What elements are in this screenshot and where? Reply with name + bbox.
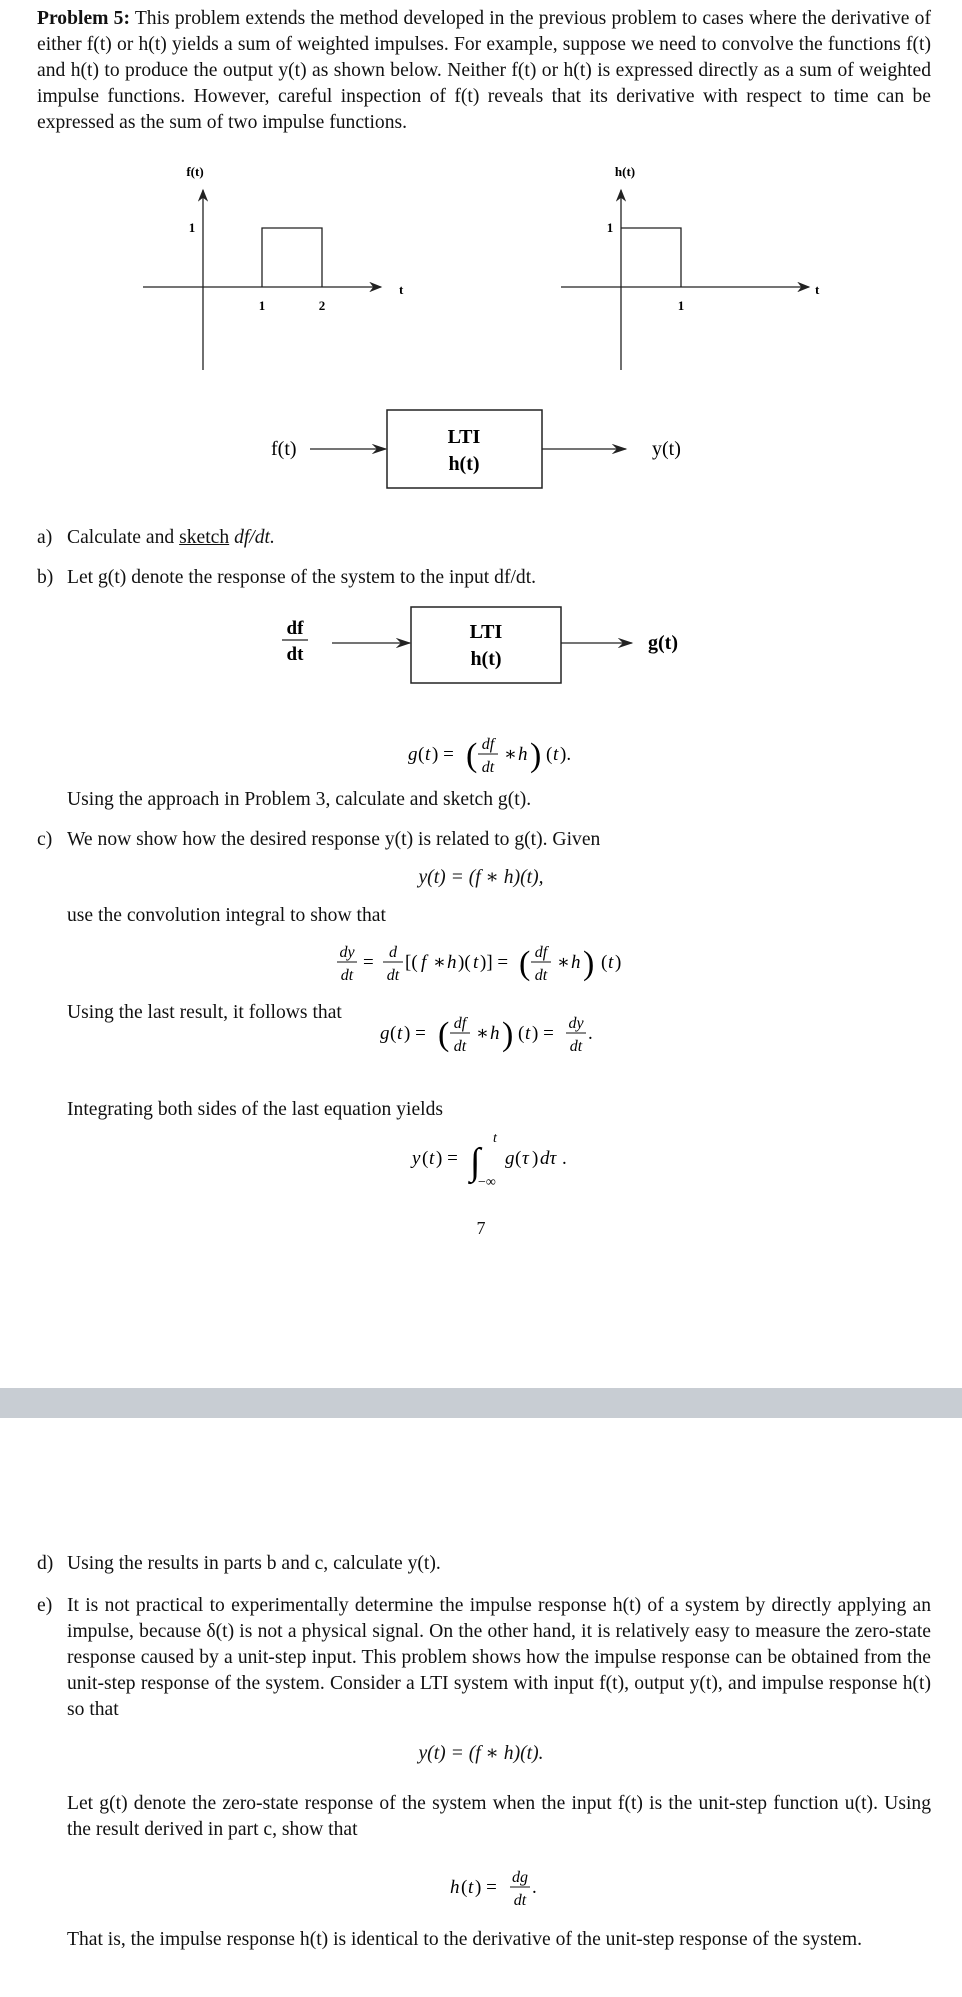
svg-text:(: ( <box>601 952 608 973</box>
svg-text:y: y <box>412 1148 421 1169</box>
svg-text:) =: ) = <box>436 1148 458 1169</box>
svg-text:t: t <box>468 1877 474 1898</box>
svg-text:(: ( <box>546 744 553 765</box>
block1-line2: h(t) <box>448 453 480 475</box>
svg-text:g: g <box>408 744 418 765</box>
svg-text:=: = <box>363 952 374 973</box>
block2-output: g(t) <box>648 632 678 654</box>
part-d-text: Using the results in parts b and c, calculate y(t). <box>67 1553 441 1574</box>
svg-text:h: h <box>450 1877 460 1898</box>
svg-text:h: h <box>518 744 528 765</box>
svg-text:∗: ∗ <box>504 744 517 765</box>
equation-c1: y(t) = (f ∗ h)(t), <box>418 867 544 888</box>
figure-h-ytick: 1 <box>606 220 614 235</box>
figure-h-xtick-1: 1 <box>677 298 685 313</box>
svg-text:∗: ∗ <box>557 952 570 973</box>
block2-line1: LTI <box>469 621 503 643</box>
part-e-text3: That is, the impulse response h(t) is identical to the derivative of the unit-step response of the system. <box>67 1929 862 1950</box>
block-diagram-2 <box>270 600 710 690</box>
figure-f-ytick: 1 <box>188 220 196 235</box>
figure-f-xtick-1: 1 <box>258 298 266 313</box>
part-a-label: a) <box>37 527 53 548</box>
equation-g-def <box>400 730 600 778</box>
svg-text:df: df <box>453 1015 467 1032</box>
svg-text:dt: dt <box>513 1892 527 1909</box>
svg-text:t: t <box>608 952 614 973</box>
figure-f-plot <box>135 160 435 375</box>
svg-text:t: t <box>553 744 559 765</box>
figure-f-xlabel: t <box>399 282 404 297</box>
svg-text:)(: )( <box>458 952 471 973</box>
svg-text:dy: dy <box>568 1015 584 1032</box>
figure-h-plot <box>555 160 855 375</box>
svg-text:dt: dt <box>453 1038 467 1055</box>
part-e-label: e) <box>37 1595 53 1616</box>
block1-line1: LTI <box>447 426 481 448</box>
block2-input-den: dt <box>286 644 304 665</box>
svg-text:τ: τ <box>522 1148 529 1169</box>
svg-text:dg: dg <box>512 1869 528 1886</box>
part-c-text4: Integrating both sides of the last equation yields <box>67 1099 444 1120</box>
svg-text:(: ( <box>390 1023 397 1044</box>
block2-line2: h(t) <box>470 648 502 670</box>
svg-text:): ) <box>530 737 542 774</box>
svg-text:): ) <box>532 1148 539 1169</box>
figure-f-ylabel: f(t) <box>186 164 204 179</box>
svg-text:(: ( <box>518 1023 525 1044</box>
part-c-text: We now show how the desired response y(t) is related to g(t). Given <box>67 829 601 850</box>
block2-input-num: df <box>286 618 304 639</box>
part-c-label: c) <box>37 829 53 850</box>
part-d-label: d) <box>37 1553 54 1574</box>
page-8 <box>0 1418 962 1997</box>
svg-text:.: . <box>588 1023 593 1044</box>
svg-text:−∞: −∞ <box>478 1175 496 1190</box>
part-b-text2: Using the approach in Problem 3, calculate and sketch g(t). <box>67 789 532 810</box>
svg-text:).: ). <box>560 744 572 765</box>
svg-text:dτ: dτ <box>540 1148 557 1169</box>
svg-text:d: d <box>389 944 397 961</box>
problem-title: Problem 5: <box>37 8 130 29</box>
svg-text:(: ( <box>519 945 531 982</box>
svg-text:(: ( <box>422 1148 429 1169</box>
block1-box <box>387 410 542 488</box>
part-b-label: b) <box>37 567 54 588</box>
svg-text:) =: ) = <box>475 1877 497 1898</box>
svg-text:t: t <box>473 952 479 973</box>
svg-text:) =: ) = <box>404 1023 426 1044</box>
figure-f-xtick-2: 2 <box>318 298 326 313</box>
svg-text:h: h <box>490 1023 500 1044</box>
equation-c2 <box>335 938 665 988</box>
svg-text:t: t <box>429 1148 435 1169</box>
svg-text:dt: dt <box>481 759 495 776</box>
equation-e2 <box>448 1863 568 1913</box>
svg-text:g: g <box>505 1148 515 1169</box>
svg-text:dt: dt <box>386 967 400 984</box>
svg-text:h: h <box>447 952 457 973</box>
svg-text:): ) <box>583 945 595 982</box>
block-diagram-1 <box>240 400 710 495</box>
svg-text:(: ( <box>461 1877 468 1898</box>
page-number: 7 <box>476 1218 486 1238</box>
svg-text:∫: ∫ <box>470 1141 481 1183</box>
part-a-text: Calculate and sketch df/dt. <box>67 527 275 548</box>
equation-c3 <box>378 1004 638 1064</box>
svg-text:): ) <box>615 952 622 973</box>
svg-text:dt: dt <box>534 967 548 984</box>
svg-text:∗: ∗ <box>476 1023 489 1044</box>
svg-text:f: f <box>421 952 427 973</box>
svg-text:.: . <box>532 1877 537 1898</box>
svg-text:(: ( <box>438 1016 450 1053</box>
svg-text:): ) <box>502 1016 514 1053</box>
block2-box <box>411 607 561 683</box>
svg-text:)] =: )] = <box>480 952 509 973</box>
svg-text:df: df <box>534 944 548 961</box>
figure-h-pulse <box>621 228 681 287</box>
svg-text:.: . <box>562 1148 567 1169</box>
svg-text:dt: dt <box>340 967 354 984</box>
problem-intro-text: This problem extends the method developed in the previous problem to cases where the derivative of either f(t) or h(t) yields a sum of weighted impulses. For example, suppose we need to convolve the functions f(t) and h(t) to produce the output y(t) as shown below. Neither f(t) or h(t) is expressed directly as a sum of weighted impulse functions. However, careful inspection of f(t) reveals that its derivative with respect to time can be expressed as the sum of two impulse functions. <box>37 8 931 133</box>
svg-text:dt: dt <box>569 1038 583 1055</box>
svg-text:g: g <box>380 1023 390 1044</box>
figure-h-ylabel: h(t) <box>614 164 636 179</box>
problem-intro <box>37 6 931 136</box>
svg-text:df: df <box>481 736 495 753</box>
figure-h-xlabel: t <box>815 282 820 297</box>
svg-text:t: t <box>525 1023 531 1044</box>
part-e-text2: Let g(t) denote the zero-state response of the system when the input f(t) is the unit-step function u(t). Using the result derived in part c, show that <box>67 1793 931 1840</box>
svg-text:(: ( <box>466 737 478 774</box>
svg-text:t: t <box>493 1131 497 1146</box>
block1-output: y(t) <box>652 438 681 460</box>
part-c-text3: Using the last result, it follows that <box>67 1002 342 1023</box>
svg-text:(: ( <box>418 744 425 765</box>
equation-c4 <box>410 1128 610 1192</box>
part-c-text2: use the convolution integral to show that <box>67 905 386 926</box>
svg-text:) =: ) = <box>532 1023 554 1044</box>
svg-text:[(: [( <box>405 952 418 973</box>
svg-text:h: h <box>571 952 581 973</box>
block1-input: f(t) <box>271 438 297 460</box>
svg-text:) =: ) = <box>432 744 454 765</box>
svg-text:∗: ∗ <box>433 952 446 973</box>
svg-text:t: t <box>397 1023 403 1044</box>
part-b-text: Let g(t) denote the response of the system to the input df/dt. <box>67 567 537 588</box>
svg-text:t: t <box>425 744 431 765</box>
page-separator <box>0 1388 962 1418</box>
svg-text:(: ( <box>515 1148 522 1169</box>
equation-e1: y(t) = (f ∗ h)(t). <box>418 1743 544 1764</box>
svg-text:dy: dy <box>339 944 355 961</box>
part-e-text: It is not practical to experimentally determine the impulse response h(t) of a system by directly applying an impulse, because δ(t) is not a physical signal. On the other hand, it is relatively easy to measure the zero-state response caused by a unit-step input. This problem shows how the impulse response can be obtained from the unit-step response of the system. Consider a LTI system with input f(t), output y(t), and impulse response h(t) so that <box>67 1595 931 1720</box>
figure-f-pulse <box>262 228 322 287</box>
